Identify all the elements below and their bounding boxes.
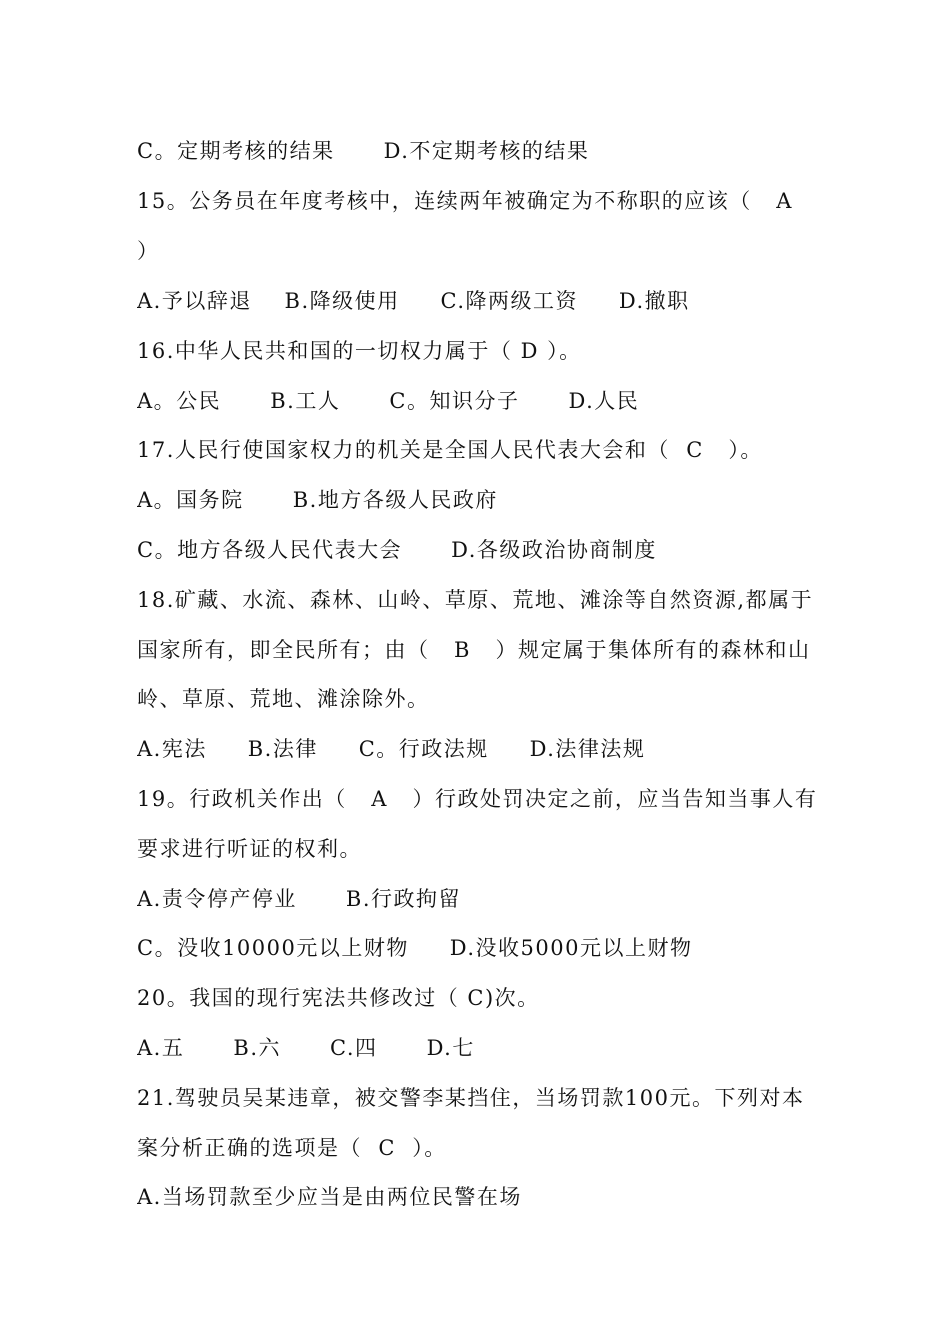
text-line: A。国务院 B.地方各级人民政府 bbox=[137, 488, 498, 512]
text-line: 要求进行听证的权利。 bbox=[137, 837, 362, 861]
text-line: A。公民 B.工人 C。知识分子 D.人民 bbox=[137, 389, 640, 413]
text-line: A.予以辞退 B.降级使用 C.降两级工资 D.撤职 bbox=[137, 289, 690, 313]
text-line: 20。我国的现行宪法共修改过（ C)次。 bbox=[137, 986, 540, 1010]
text-line: 18.矿藏、水流、森林、山岭、草原、荒地、滩涂等自然资源,都属于 bbox=[137, 588, 814, 612]
text-line: C。地方各级人民代表大会 D.各级政治协商制度 bbox=[137, 538, 657, 562]
text-line: A.责令停产停业 B.行政拘留 bbox=[137, 887, 461, 911]
text-line: 15。公务员在年度考核中，连续两年被确定为不称职的应该（ A bbox=[137, 189, 793, 213]
text-line: 21.驾驶员吴某违章，被交警李某挡住，当场罚款100元。下列对本 bbox=[137, 1086, 805, 1110]
text-line: A.五 B.六 C.四 D.七 bbox=[137, 1036, 475, 1060]
text-line: C。没收10000元以上财物 D.没收5000元以上财物 bbox=[137, 936, 693, 960]
text-line: A.宪法 B.法律 C。行政法规 D.法律法规 bbox=[137, 737, 646, 761]
text-line: 17.人民行使国家权力的机关是全国人民代表大会和（ C ）。 bbox=[137, 438, 763, 462]
text-line: 19。行政机关作出（ A ）行政处罚决定之前，应当告知当事人有 bbox=[137, 787, 818, 811]
text-line: ） bbox=[137, 239, 160, 263]
text-line: 16.中华人民共和国的一切权力属于（ D ）。 bbox=[137, 339, 582, 363]
text-line: 案分析正确的选项是（ C ）。 bbox=[137, 1136, 447, 1160]
text-line: C。定期考核的结果 D.不定期考核的结果 bbox=[137, 139, 590, 163]
text-line: 国家所有，即全民所有；由（ B ）规定属于集体所有的森林和山 bbox=[137, 638, 811, 662]
text-line: 岭、草原、荒地、滩涂除外。 bbox=[137, 687, 430, 711]
text-line: A.当场罚款至少应当是由两位民警在场 bbox=[137, 1185, 522, 1209]
